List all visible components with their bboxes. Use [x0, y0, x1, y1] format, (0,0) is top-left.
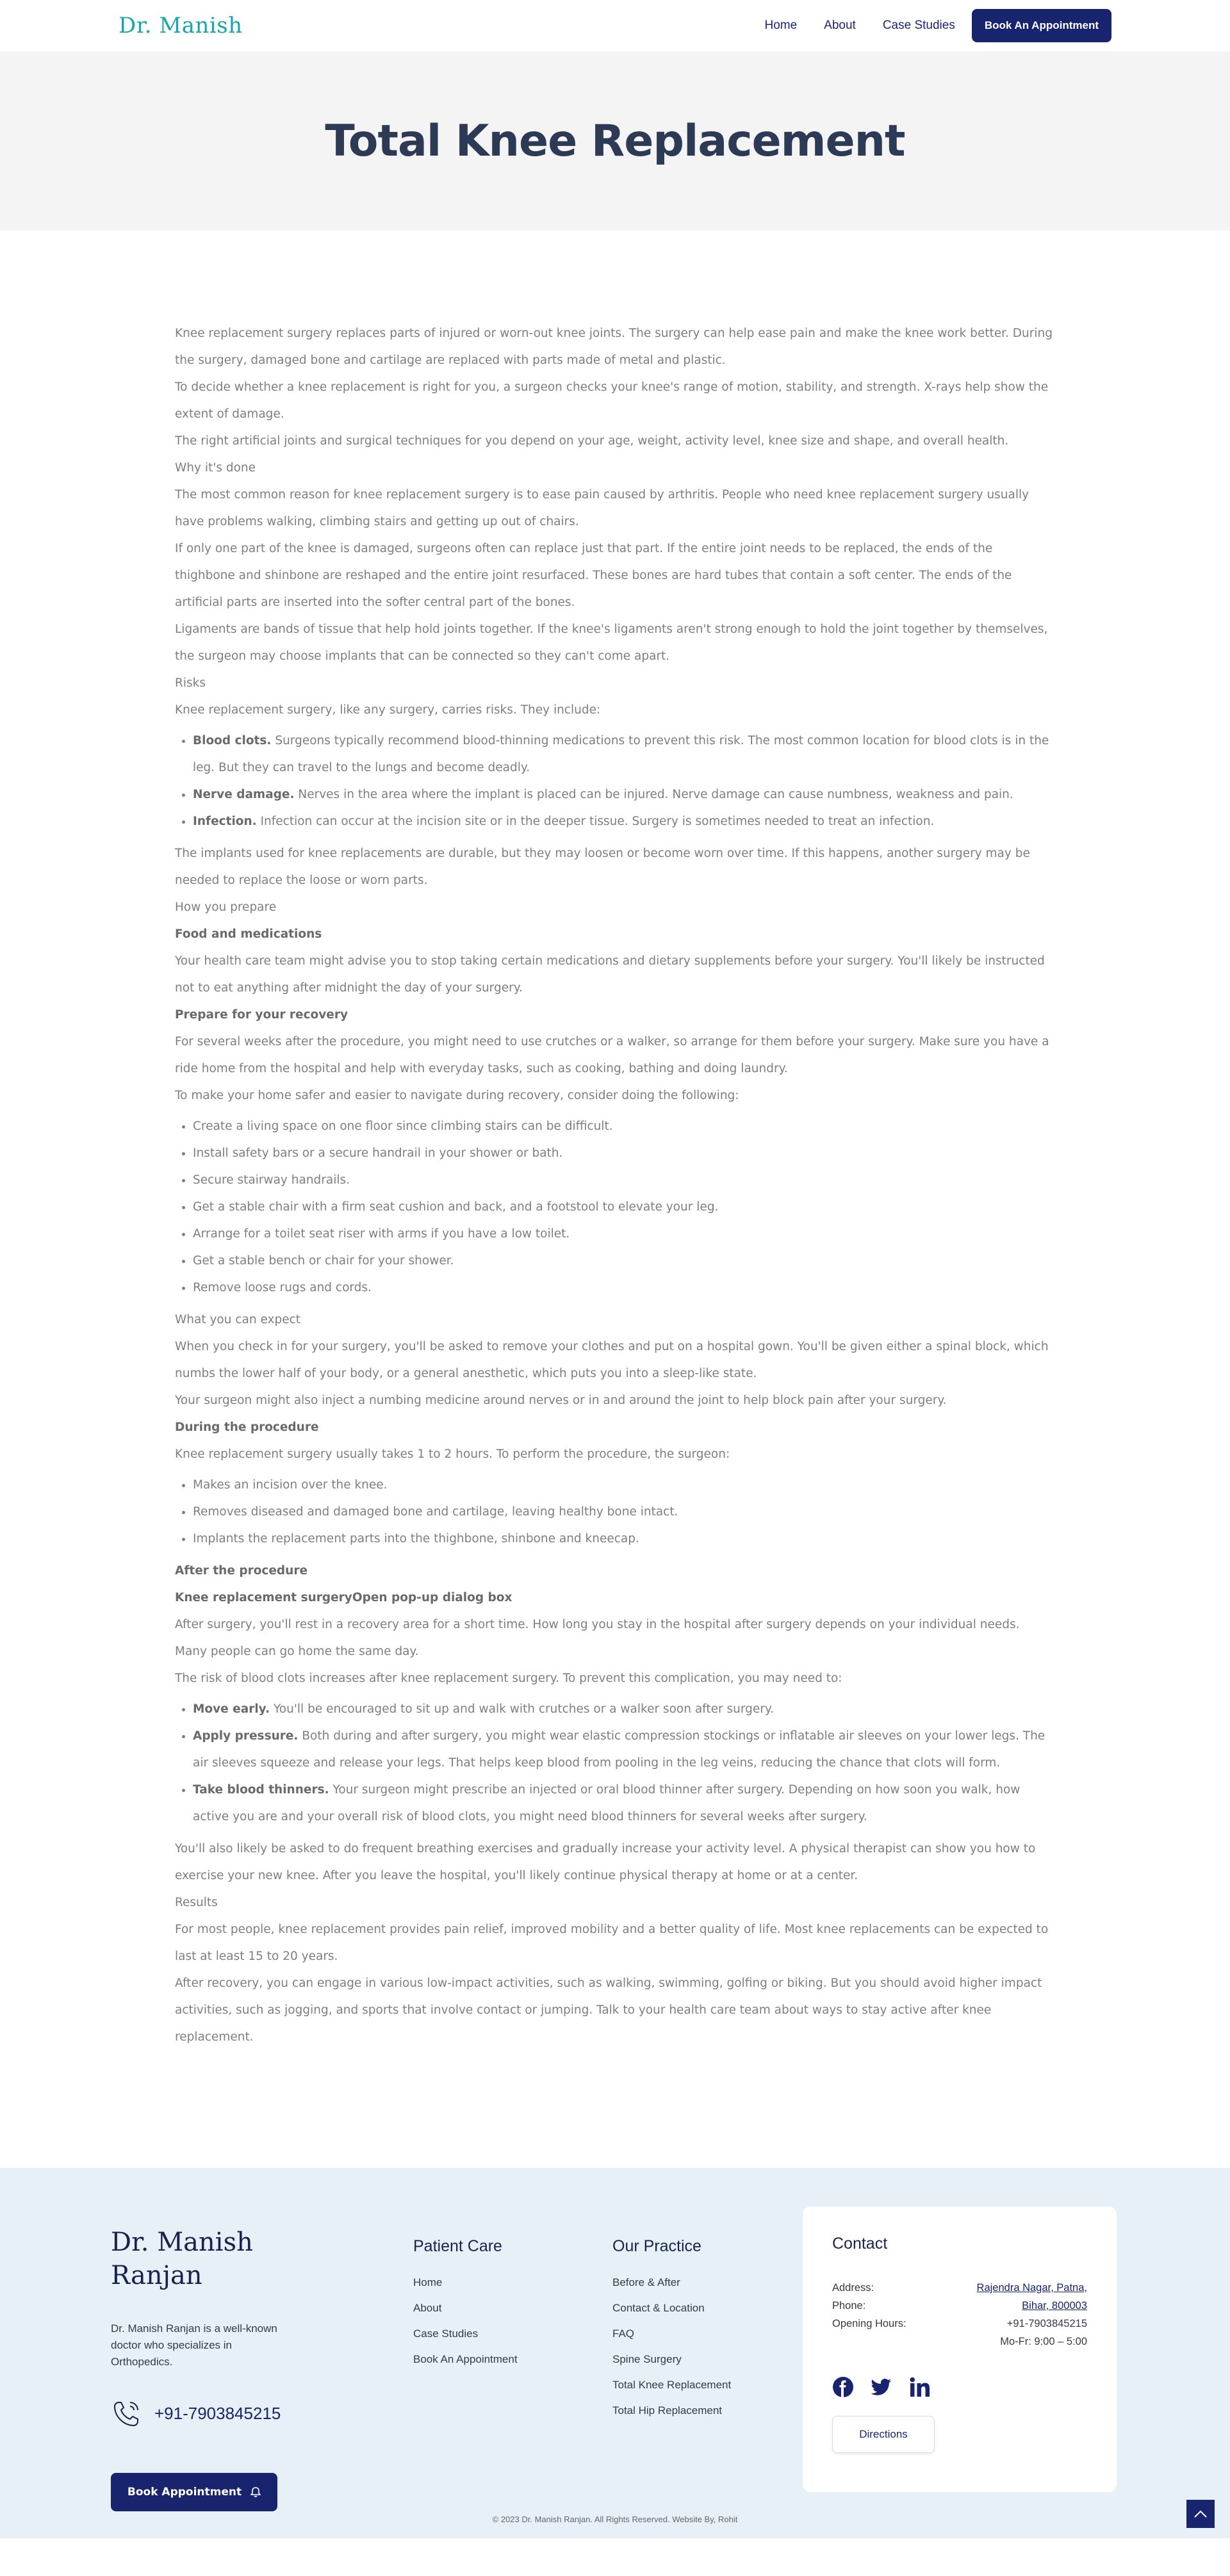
procedure-list	[193, 1472, 1055, 1553]
home-prep-list	[193, 1113, 1055, 1301]
opening-hours: Mo-Fr: 9:00 – 5:00	[1000, 2336, 1087, 2347]
page-title: Total Knee Replacement	[325, 115, 905, 167]
paragraph: After recovery, you can engage in various low-impact activities, such as walking, swimming, golfing or biking. But you should avoid higher impact activities, such as jogging, and sports that involve contact or jumping. Talk to your health care team about ways to stay active after knee replacement.	[175, 1977, 1042, 2044]
linkedin-icon[interactable]	[909, 2376, 931, 2398]
contact-phone[interactable]: +91-7903845215	[1006, 2318, 1087, 2329]
footer-link-total-hip[interactable]: Total Hip Replacement	[612, 2404, 723, 2417]
footer-link-contact-location[interactable]: Contact & Location	[612, 2302, 705, 2314]
list-item: • Remove loose rugs and cords.	[193, 1275, 1055, 1301]
list-item	[193, 808, 1055, 835]
list-item-title: Infection.	[193, 815, 257, 828]
footer-book-appointment-button[interactable]	[111, 2473, 277, 2511]
footer-about	[111, 2226, 297, 2511]
footer-name-line2: Ranjan	[111, 2261, 202, 2290]
list-item: • Implants the replacement parts into the thighbone, shinbone and kneecap.	[193, 1526, 1055, 1553]
footer-link-book-appointment[interactable]: Book An Appointment	[413, 2353, 518, 2365]
page-hero	[0, 51, 1230, 231]
list-item-text: Your surgeon might prescribe an injected or oral blood thinner after surgery. Depending on how soon you walk, how active you are and your overall risk of blood clots, you might need blood thinners for several weeks after surgery.	[193, 1783, 1021, 1823]
list-item	[193, 728, 1055, 781]
paragraph: The implants used for knee replacements are durable, but they may loosen or become worn over time. If this happens, another surgery may be needed to replace the loose or worn parts.	[175, 847, 1030, 887]
phone-label: Phone:	[832, 2300, 866, 2311]
footer-link-total-knee[interactable]: Total Knee Replacement	[612, 2379, 732, 2391]
footer-our-practice	[612, 2237, 731, 2424]
paragraph: The risk of blood clots increases after knee replacement surgery. To prevent this complication, you may need to:	[175, 1672, 842, 1685]
list-item	[193, 781, 1055, 808]
section-heading: Why it's done	[175, 461, 256, 475]
directions-button[interactable]: Directions	[832, 2416, 935, 2453]
paragraph: For several weeks after the procedure, you might need to use crutches or a walker, so arrange for them before your surgery. Make sure you have a ride home from the hospital and help with everyday tasks, such as cooking, bathing and doing laundry.	[175, 1035, 1049, 1075]
list-item-text: Nerves in the area where the implant is placed can be injured. Nerve damage can cause numbness, weakness and pain.	[294, 788, 1013, 801]
section-heading: Risks	[175, 676, 206, 690]
footer-link-case-studies[interactable]: Case Studies	[413, 2327, 479, 2340]
list-item	[193, 1696, 1055, 1723]
footer-phone[interactable]	[111, 2397, 297, 2429]
main-nav	[737, 9, 1111, 42]
list-item: • Get a stable chair with a firm seat cushion and back, and a footstool to elevate your leg.	[193, 1194, 1055, 1221]
footer-link-about[interactable]: About	[413, 2302, 442, 2314]
subheading	[175, 1414, 1055, 1441]
footer-description: Dr. Manish Ranjan is a well-known doctor who specializes in Orthopedics.	[111, 2322, 277, 2368]
list-item: • Create a living space on one floor since climbing stairs can be difficult.	[193, 1113, 1055, 1140]
subheading	[175, 1002, 1055, 1029]
footer-link-faq[interactable]: FAQ	[612, 2327, 635, 2340]
copyright: © 2023 Dr. Manish Ranjan. All Rights Reserved. Website By, Rohit	[492, 2515, 738, 2524]
twitter-icon[interactable]	[871, 2376, 892, 2398]
footer-contact-title: Contact	[832, 2235, 888, 2253]
paragraph: Your health care team might advise you to stop taking certain medications and dietary supplements before your surgery. You'll likely be instructed not to eat anything after midnight the day of your surgery.	[175, 954, 1045, 995]
subheading-text: Food and medications	[175, 927, 322, 941]
footer-our-practice-title: Our Practice	[612, 2237, 701, 2255]
paragraph: Knee replacement surgery usually takes 1 to 2 hours. To perform the procedure, the surgeon:	[175, 1447, 730, 1461]
list-item: • Secure stairway handrails.	[193, 1167, 1055, 1194]
paragraph: Knee replacement surgery, like any surgery, carries risks. They include:	[175, 703, 601, 717]
paragraph: Ligaments are bands of tissue that help hold joints together. If the knee's ligaments aren't strong enough to hold the joint together by themselves, the surgeon may choose implants that can be connected so they can't come apart.	[175, 623, 1048, 663]
footer-patient-care-title: Patient Care	[413, 2237, 502, 2255]
site-header	[0, 0, 1230, 51]
address-label: Address:	[832, 2282, 874, 2294]
logo[interactable]: Dr. Manish	[119, 13, 243, 38]
nav-case-studies[interactable]: Case Studies	[882, 19, 955, 32]
footer-link-home[interactable]: Home	[413, 2276, 443, 2288]
footer-brand-name	[111, 2226, 297, 2292]
site-footer	[0, 2168, 1230, 2538]
clot-prevention-list	[193, 1696, 1055, 1830]
chevron-up-icon	[1193, 2509, 1208, 2518]
list-item	[193, 1723, 1055, 1777]
list-item-title: Nerve damage.	[193, 788, 295, 801]
paragraph: When you check in for your surgery, you'll be asked to remove your clothes and put on a hospital gown. You'll be given either a spinal block, which numbs the lower half of your body, or a general anesthetic, which puts you into a sleep-like state.	[175, 1340, 1049, 1380]
list-item-text: Infection can occur at the incision site or in the deeper tissue. Surgery is sometimes needed to treat an infection.	[256, 815, 935, 828]
subheading	[175, 1585, 1055, 1611]
paragraph: The right artificial joints and surgical techniques for you depend on your age, weight, activity level, knee size and shape, and overall health.	[175, 434, 1009, 448]
paragraph: To make your home safer and easier to navigate during recovery, consider doing the following:	[175, 1089, 739, 1102]
contact-values	[977, 2279, 1087, 2351]
facebook-icon[interactable]	[832, 2376, 854, 2398]
social-links	[832, 2376, 1087, 2398]
paragraph: To decide whether a knee replacement is right for you, a surgeon checks your knee's range of motion, stability, and strength. X-rays help show the extent of damage.	[175, 380, 1049, 421]
list-item: • Removes diseased and damaged bone and cartilage, leaving healthy bone intact.	[193, 1499, 1055, 1526]
list-item: • Makes an incision over the knee.	[193, 1472, 1055, 1499]
contact-labels	[832, 2279, 906, 2351]
bell-icon	[250, 2486, 261, 2498]
section-heading: Results	[175, 1896, 218, 1909]
article-content	[0, 231, 1230, 2168]
footer-phone-number[interactable]: +91-7903845215	[154, 2403, 281, 2423]
list-item-title: Take blood thinners.	[193, 1783, 329, 1797]
list-item: • Install safety bars or a secure handrail in your shower or bath.	[193, 1140, 1055, 1167]
subheading	[175, 921, 1055, 948]
list-item-text: Surgeons typically recommend blood-thinning medications to prevent this risk. The most common location for blood clots is in the leg. But they can travel to the lungs and become deadly.	[193, 734, 1049, 774]
footer-contact-card	[803, 2206, 1117, 2492]
book-appointment-button[interactable]: Book An Appointment	[972, 9, 1111, 42]
list-item-title: Move early.	[193, 1702, 270, 1716]
paragraph: The most common reason for knee replacement surgery is to ease pain caused by arthritis. People who need knee replacement surgery usually have problems walking, climbing stairs and getting up out of chairs.	[175, 488, 1029, 528]
list-item-text: You'll be encouraged to sit up and walk with crutches or a walker soon after surgery.	[270, 1702, 775, 1716]
risks-list	[193, 728, 1055, 835]
contact-details	[832, 2279, 1087, 2351]
list-item: • Arrange for a toilet seat riser with arms if you have a low toilet.	[193, 1221, 1055, 1248]
paragraph: Your surgeon might also inject a numbing medicine around nerves or in and around the joint to help block pain after your surgery.	[175, 1394, 947, 1407]
section-heading: How you prepare	[175, 901, 277, 914]
list-item-text: Both during and after surgery, you might wear elastic compression stockings or inflatable air sleeves on your lower legs. The air sleeves squeeze and release your legs. That helps keep blood from pooling in the leg veins, reducing the chance that clots will form.	[193, 1729, 1046, 1770]
paragraph: If only one part of the knee is damaged, surgeons often can replace just that part. If the entire joint needs to be replaced, the ends of the thighbone and shinbone are reshaped and the entire joint resurfaced. These bones are hard tubes that contain a soft center. The ends of the artificial parts are inserted into the softer central part of the bones.	[175, 542, 1012, 609]
footer-book-label: Book Appointment	[127, 2486, 242, 2499]
address-link-line2[interactable]: Bihar, 800003	[1022, 2300, 1087, 2311]
nav-home[interactable]: Home	[764, 19, 798, 32]
paragraph: After surgery, you'll rest in a recovery area for a short time. How long you stay in the hospital after surgery depends on your individual needs. Many people can go home the same day.	[175, 1618, 1020, 1658]
list-item	[193, 1777, 1055, 1830]
list-item-title: Apply pressure.	[193, 1729, 299, 1743]
list-item: • Get a stable bench or chair for your shower.	[193, 1248, 1055, 1275]
section-heading: What you can expect	[175, 1313, 301, 1326]
phone-icon	[111, 2397, 143, 2429]
subheading-text: After the procedure	[175, 1564, 308, 1577]
footer-link-before-after[interactable]: Before & After	[612, 2276, 680, 2288]
hours-label: Opening Hours:	[832, 2318, 906, 2329]
address-link-line1[interactable]: Rajendra Nagar, Patna,	[976, 2282, 1087, 2294]
scroll-to-top-button[interactable]	[1186, 2500, 1215, 2528]
footer-patient-care	[413, 2237, 518, 2372]
paragraph: For most people, knee replacement provides pain relief, improved mobility and a better quality of life. Most knee replacements can be expected to last at least 15 to 20 years.	[175, 1923, 1049, 1963]
list-item-title: Blood clots.	[193, 734, 272, 747]
footer-link-spine-surgery[interactable]: Spine Surgery	[612, 2353, 682, 2365]
paragraph: You'll also likely be asked to do frequent breathing exercises and gradually increase your activity level. A physical therapist can show you how to exercise your new knee. After you leave the hospital, you'll likely continue physical therapy at home or at a center.	[175, 1842, 1036, 1882]
subheading-text: During the procedure	[175, 1421, 319, 1434]
subheading	[175, 1558, 1055, 1585]
subheading-text: Prepare for your recovery	[175, 1008, 348, 1022]
footer-name-line1: Dr. Manish	[111, 2228, 253, 2257]
paragraph: Knee replacement surgery replaces parts of injured or worn-out knee joints. The surgery can help ease pain and make the knee work better. During the surgery, damaged bone and cartilage are replaced with parts made of metal and plastic.	[175, 327, 1053, 367]
nav-about[interactable]: About	[824, 19, 856, 32]
subheading-text: Knee replacement surgeryOpen pop-up dialog box	[175, 1591, 512, 1604]
